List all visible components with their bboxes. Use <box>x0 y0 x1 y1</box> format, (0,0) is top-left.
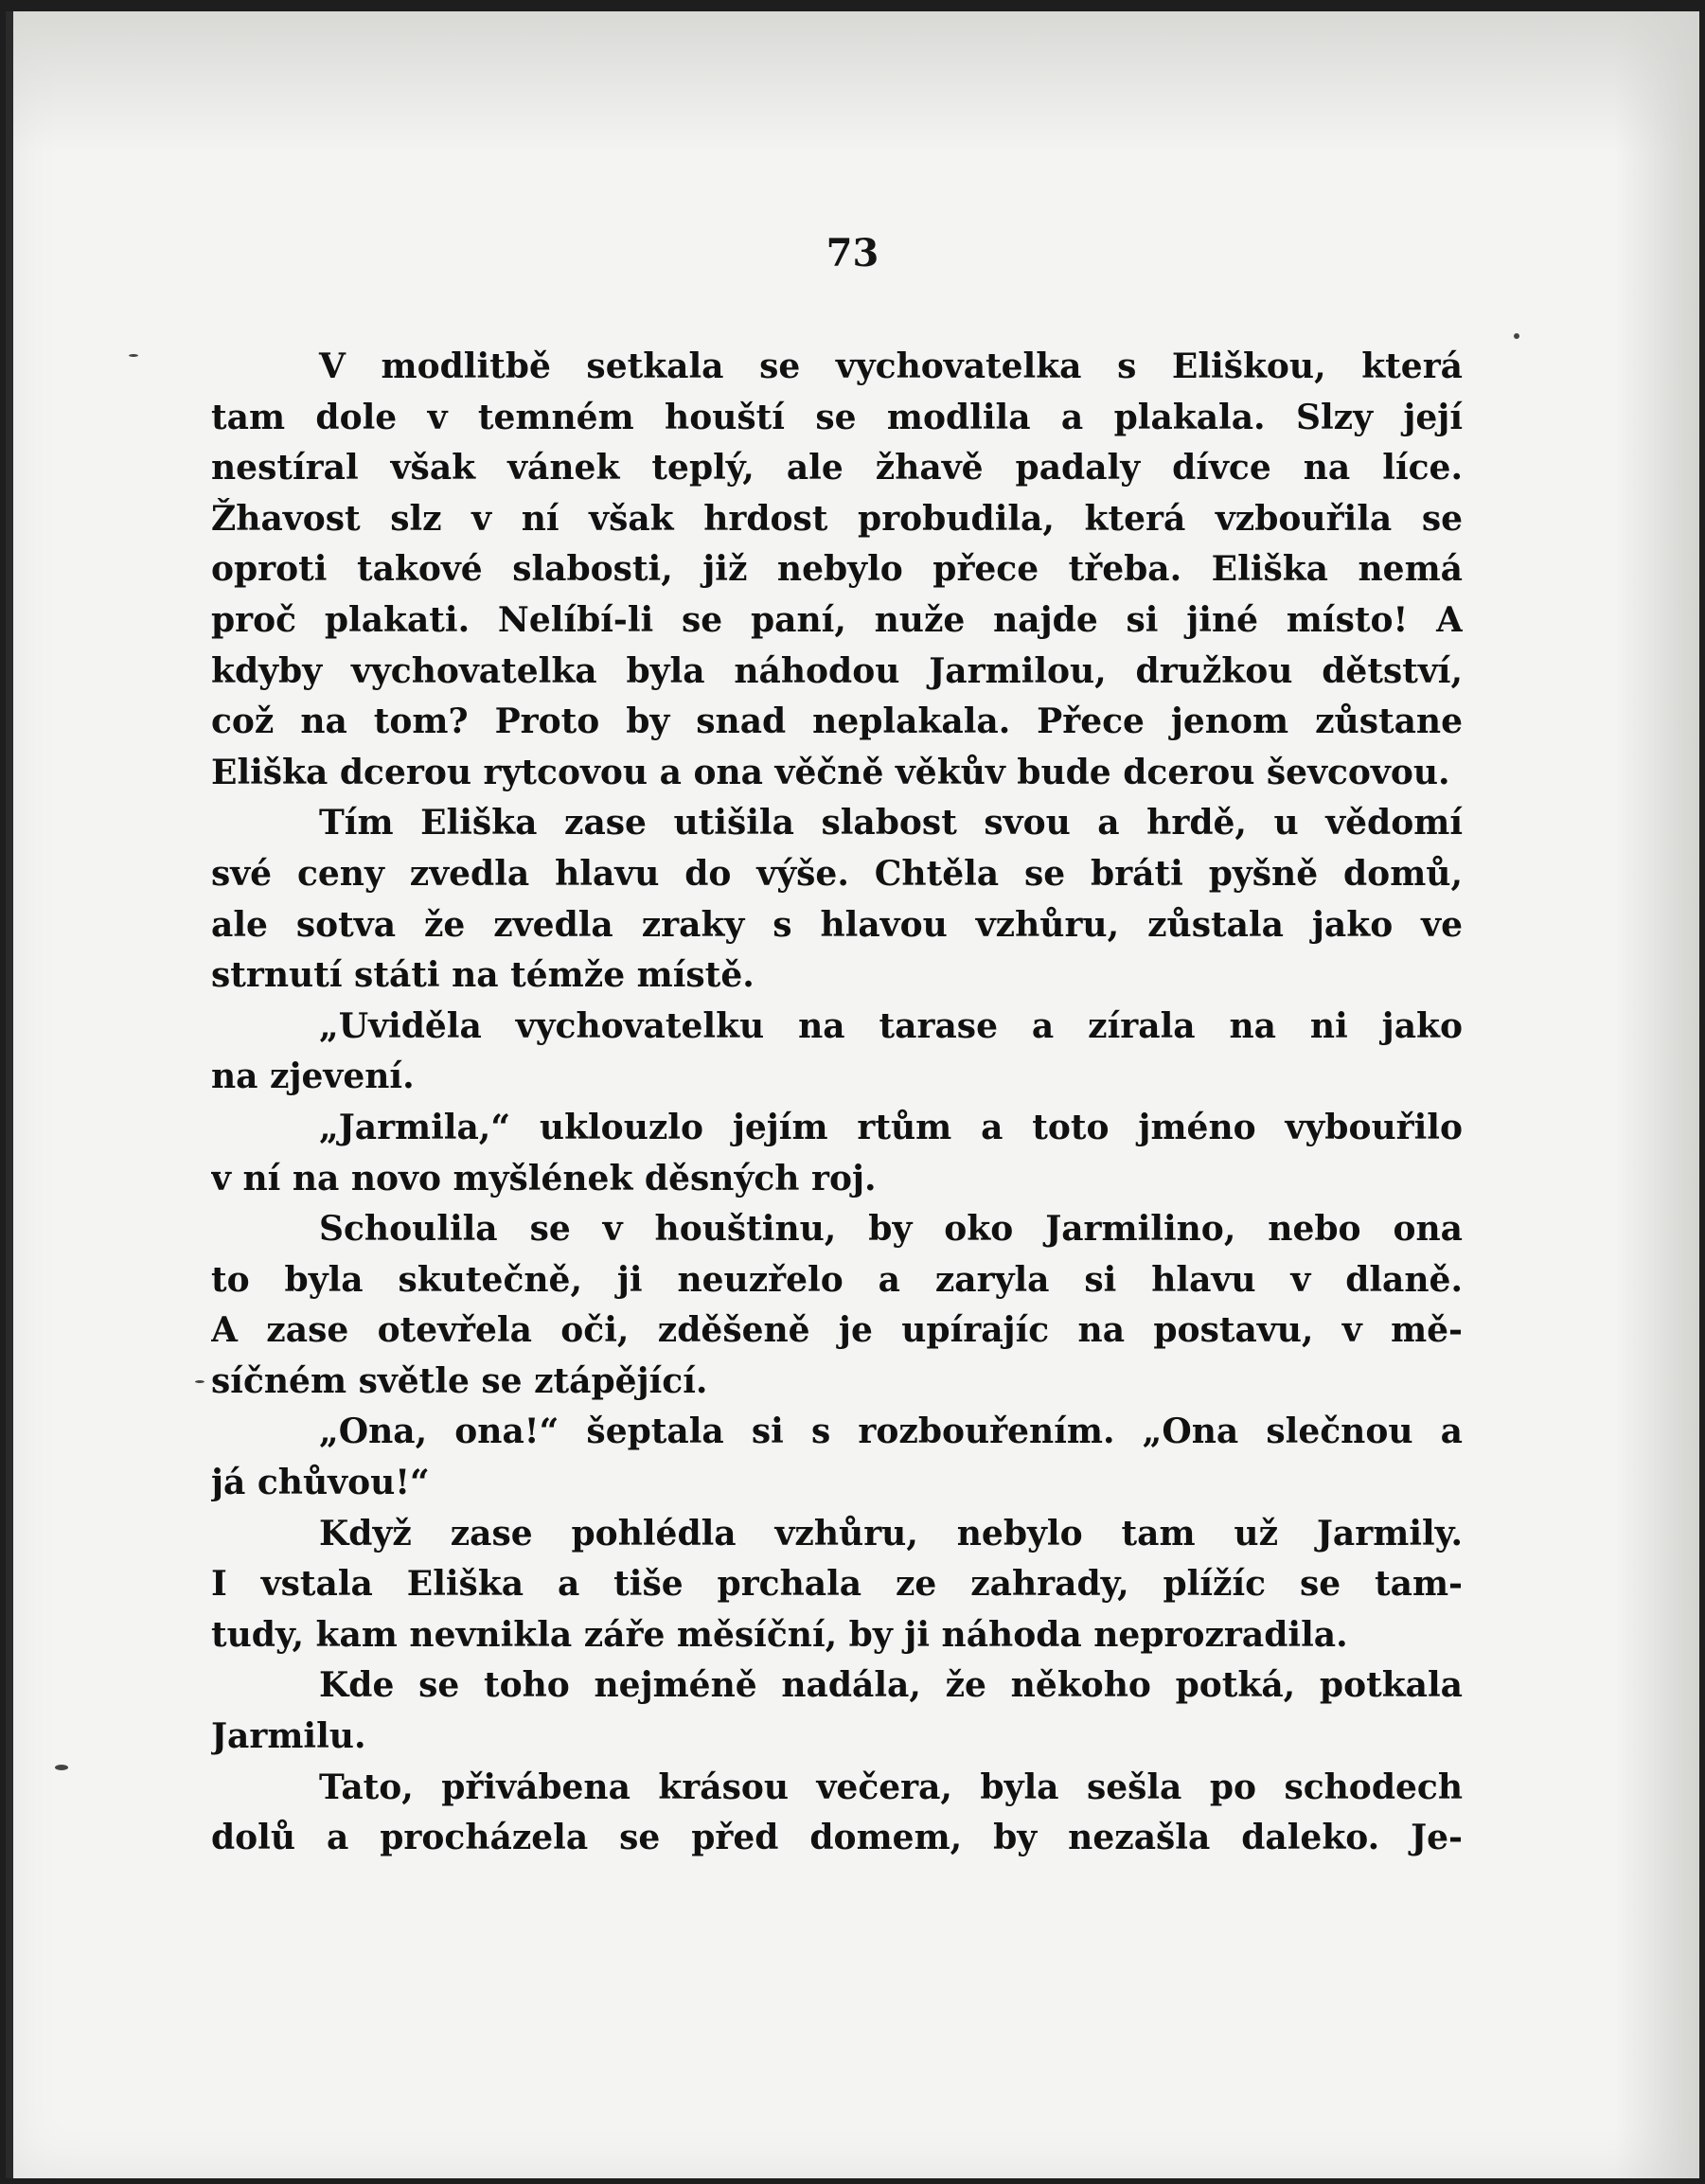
text-line: Schoulila se v houštinu, by oko Jarmilino, nebo ona <box>319 1209 1463 1250</box>
scan-speck <box>1514 333 1519 339</box>
scan-shadow-top <box>6 11 1699 153</box>
text-line: proč plakati. Nelíbí-li se paní, nuže najde si jiné místo! A <box>211 599 1463 640</box>
text-line: dolů a procházela se před domem, by nezašla daleko. Je- <box>211 1818 1463 1858</box>
text-line: to byla skutečně, ji neuzřelo a zaryla si hlavu v dlaně. <box>211 1259 1463 1300</box>
scanned-page <box>6 11 1699 2178</box>
text-line: Jarmilu. <box>211 1716 366 1757</box>
text-line: na zjevení. <box>211 1056 415 1097</box>
text-line: Když zase pohlédla vzhůru, nebylo tam už Jarmily. <box>319 1513 1463 1554</box>
text-line: Eliška dcerou rytcovou a ona věčně věkův bude dcerou ševcovou. <box>211 752 1450 792</box>
text-line: „Jarmila,“ uklouzlo jejím rtům a toto jméno vybouřilo <box>319 1107 1463 1147</box>
text-line: kdyby vychovatelka byla náhodou Jarmilou, družkou dětství, <box>211 650 1463 691</box>
text-line: já chůvou!“ <box>211 1463 430 1503</box>
text-line: v ní na novo myšlének děsných roj. <box>211 1158 877 1199</box>
text-line: A zase otevřela oči, zděšeně je upírajíc na postavu, v mě- <box>211 1310 1463 1351</box>
scan-shadow-right <box>1614 11 1699 2178</box>
text-line: „Ona, ona!“ šeptala si s rozbouřením. „Ona slečnou a <box>319 1412 1463 1452</box>
text-line: síčném světle se ztápějící. <box>211 1360 708 1401</box>
body-text <box>211 342 1463 1864</box>
text-line: „Uviděla vychovatelku na tarase a zírala na ni jako <box>319 1005 1463 1046</box>
scan-speck <box>195 1380 204 1383</box>
text-line: tam dole v temném houští se modlila a plakala. Slzy její <box>211 397 1463 437</box>
text-line: Tato, přivábena krásou večera, byla sešla po schodech <box>319 1767 1463 1807</box>
text-line: Žhavost slz v ní však hrdost probudila, která vzbouřila se <box>211 498 1463 539</box>
text-line: své ceny zvedla hlavu do výše. Chtěla se bráti pyšně domů, <box>211 853 1463 894</box>
text-line: oproti takové slabosti, již nebylo přece třeba. Eliška nemá <box>211 549 1463 590</box>
text-line: strnutí státi na témže místě. <box>211 955 755 996</box>
binding-edge <box>6 11 13 2178</box>
text-line: nestíral však vánek teplý, ale žhavě padaly dívce na líce. <box>211 448 1463 488</box>
text-line: což na tom? Proto by snad neplakala. Přece jenom zůstane <box>211 701 1463 742</box>
text-line: tudy, kam nevnikla záře měsíční, by ji náhoda neprozradila. <box>211 1614 1348 1655</box>
scan-speck <box>129 354 138 357</box>
text-line: V modlitbě setkala se vychovatelka s Eliškou, která <box>319 346 1463 386</box>
scan-speck <box>55 1765 68 1770</box>
page-number: 73 <box>826 231 879 275</box>
text-line: Tím Eliška zase utišila slabost svou a hrdě, u vědomí <box>319 803 1463 843</box>
text-line: I vstala Eliška a tiše prchala ze zahrady, plížíc se tam- <box>211 1564 1463 1605</box>
text-line: ale sotva že zvedla zraky s hlavou vzhůru, zůstala jako ve <box>211 904 1463 945</box>
text-line: Kde se toho nejméně nadála, že někoho potká, potkala <box>319 1665 1463 1706</box>
